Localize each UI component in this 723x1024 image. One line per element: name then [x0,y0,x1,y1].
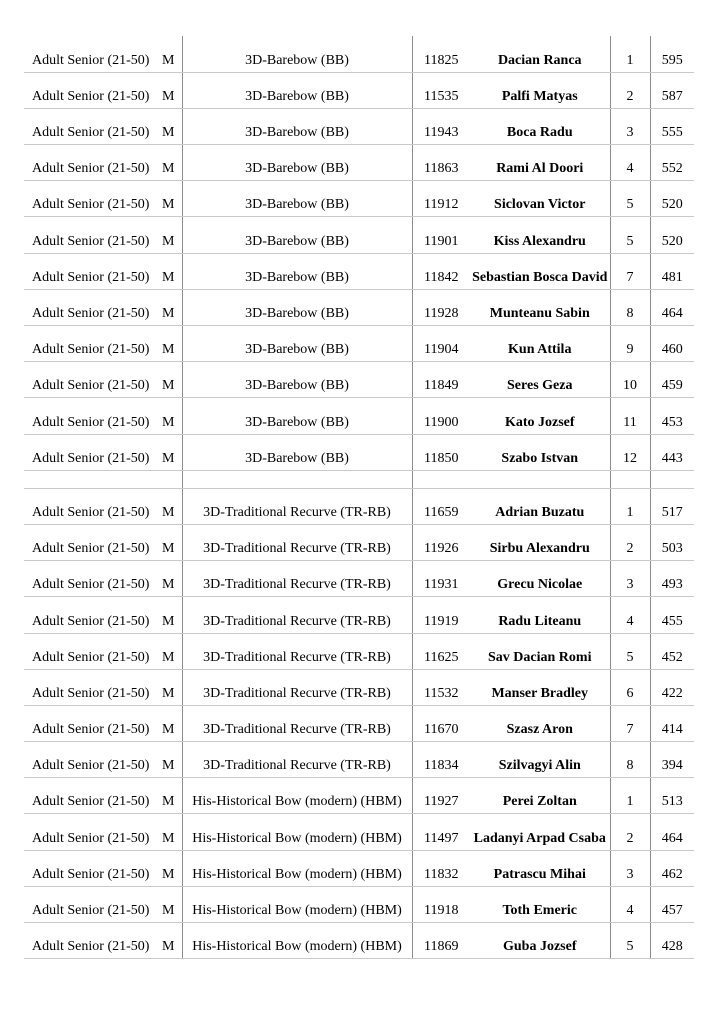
category-cell: Adult Senior (21-50) [24,814,162,850]
division-cell: His-Historical Bow (modern) (HBM) [182,778,412,814]
gender-cell: M [162,326,182,362]
table-row [24,814,694,850]
table-row [24,36,694,72]
category-cell: Adult Senior (21-50) [24,850,162,886]
table-row [24,850,694,886]
rank-cell: 3 [610,850,650,886]
division-cell: His-Historical Bow (modern) (HBM) [182,923,412,959]
gender-cell: M [162,814,182,850]
spacer-cell [610,470,650,488]
athlete-id-cell: 11850 [412,434,470,470]
category-cell: Adult Senior (21-50) [24,434,162,470]
category-cell: Adult Senior (21-50) [24,886,162,922]
athlete-id-cell: 11849 [412,362,470,398]
category-cell: Adult Senior (21-50) [24,253,162,289]
athlete-name-cell: Sav Dacian Romi [470,633,610,669]
gender-cell: M [162,398,182,434]
athlete-name-cell: Guba Jozsef [470,923,610,959]
rank-cell: 7 [610,705,650,741]
category-cell: Adult Senior (21-50) [24,362,162,398]
rank-cell: 6 [610,669,650,705]
score-cell: 464 [650,814,694,850]
category-cell: Adult Senior (21-50) [24,488,162,524]
category-cell: Adult Senior (21-50) [24,289,162,325]
rank-cell: 5 [610,181,650,217]
athlete-name-cell: Palfi Matyas [470,72,610,108]
athlete-id-cell: 11926 [412,524,470,560]
athlete-id-cell: 11670 [412,705,470,741]
division-cell: 3D-Barebow (BB) [182,145,412,181]
athlete-name-cell: Kiss Alexandru [470,217,610,253]
gender-cell: M [162,597,182,633]
gender-cell: M [162,742,182,778]
athlete-name-cell: Sirbu Alexandru [470,524,610,560]
athlete-id-cell: 11901 [412,217,470,253]
score-cell: 428 [650,923,694,959]
spacer-cell [650,470,694,488]
gender-cell: M [162,778,182,814]
division-cell: 3D-Traditional Recurve (TR-RB) [182,488,412,524]
table-row [24,217,694,253]
results-table [24,36,694,959]
table-row [24,597,694,633]
rank-cell: 10 [610,362,650,398]
results-body [24,36,694,959]
gender-cell: M [162,524,182,560]
category-cell: Adult Senior (21-50) [24,108,162,144]
athlete-name-cell: Perei Zoltan [470,778,610,814]
table-row [24,434,694,470]
athlete-id-cell: 11869 [412,923,470,959]
gender-cell: M [162,434,182,470]
athlete-name-cell: Kun Attila [470,326,610,362]
gender-cell: M [162,669,182,705]
rank-cell: 4 [610,886,650,922]
rank-cell: 5 [610,217,650,253]
table-row [24,561,694,597]
table-row [24,398,694,434]
table-row [24,108,694,144]
athlete-name-cell: Dacian Ranca [470,36,610,72]
division-cell: 3D-Barebow (BB) [182,398,412,434]
spacer-cell [182,470,412,488]
division-cell: 3D-Barebow (BB) [182,36,412,72]
gender-cell: M [162,36,182,72]
category-cell: Adult Senior (21-50) [24,705,162,741]
division-cell: 3D-Traditional Recurve (TR-RB) [182,597,412,633]
athlete-name-cell: Szilvagyi Alin [470,742,610,778]
score-cell: 587 [650,72,694,108]
score-cell: 513 [650,778,694,814]
division-cell: His-Historical Bow (modern) (HBM) [182,850,412,886]
spacer-cell [470,470,610,488]
table-row [24,72,694,108]
athlete-id-cell: 11535 [412,72,470,108]
athlete-id-cell: 11928 [412,289,470,325]
athlete-name-cell: Patrascu Mihai [470,850,610,886]
gender-cell: M [162,886,182,922]
table-row [24,705,694,741]
rank-cell: 5 [610,923,650,959]
table-row [24,633,694,669]
score-cell: 555 [650,108,694,144]
rank-cell: 1 [610,488,650,524]
athlete-name-cell: Manser Bradley [470,669,610,705]
category-cell: Adult Senior (21-50) [24,181,162,217]
athlete-id-cell: 11625 [412,633,470,669]
gender-cell: M [162,108,182,144]
division-cell: 3D-Barebow (BB) [182,434,412,470]
rank-cell: 9 [610,326,650,362]
athlete-id-cell: 11863 [412,145,470,181]
table-row [24,742,694,778]
athlete-id-cell: 11904 [412,326,470,362]
category-cell: Adult Senior (21-50) [24,145,162,181]
athlete-name-cell: Szasz Aron [470,705,610,741]
rank-cell: 8 [610,742,650,778]
division-cell: 3D-Barebow (BB) [182,217,412,253]
table-row [24,778,694,814]
rank-cell: 1 [610,778,650,814]
athlete-id-cell: 11931 [412,561,470,597]
athlete-name-cell: Boca Radu [470,108,610,144]
athlete-id-cell: 11918 [412,886,470,922]
athlete-id-cell: 11912 [412,181,470,217]
rank-cell: 4 [610,597,650,633]
division-cell: 3D-Traditional Recurve (TR-RB) [182,742,412,778]
gender-cell: M [162,253,182,289]
score-cell: 517 [650,488,694,524]
spacer-cell [24,470,162,488]
score-cell: 443 [650,434,694,470]
table-row [24,181,694,217]
score-cell: 460 [650,326,694,362]
score-cell: 520 [650,217,694,253]
athlete-name-cell: Adrian Buzatu [470,488,610,524]
table-row [24,886,694,922]
category-cell: Adult Senior (21-50) [24,326,162,362]
category-cell: Adult Senior (21-50) [24,72,162,108]
category-cell: Adult Senior (21-50) [24,217,162,253]
athlete-name-cell: Grecu Nicolae [470,561,610,597]
rank-cell: 3 [610,561,650,597]
gender-cell: M [162,488,182,524]
category-cell: Adult Senior (21-50) [24,923,162,959]
division-cell: 3D-Traditional Recurve (TR-RB) [182,561,412,597]
score-cell: 552 [650,145,694,181]
gender-cell: M [162,850,182,886]
rank-cell: 4 [610,145,650,181]
athlete-id-cell: 11927 [412,778,470,814]
athlete-id-cell: 11842 [412,253,470,289]
athlete-name-cell: Ladanyi Arpad Csaba [470,814,610,850]
category-cell: Adult Senior (21-50) [24,669,162,705]
score-cell: 464 [650,289,694,325]
athlete-id-cell: 11825 [412,36,470,72]
score-cell: 452 [650,633,694,669]
athlete-name-cell: Rami Al Doori [470,145,610,181]
score-cell: 414 [650,705,694,741]
table-row [24,145,694,181]
score-cell: 462 [650,850,694,886]
category-cell: Adult Senior (21-50) [24,778,162,814]
athlete-name-cell: Radu Liteanu [470,597,610,633]
category-cell: Adult Senior (21-50) [24,561,162,597]
score-cell: 503 [650,524,694,560]
division-cell: 3D-Barebow (BB) [182,362,412,398]
table-row [24,362,694,398]
table-row [24,524,694,560]
athlete-id-cell: 11900 [412,398,470,434]
division-cell: His-Historical Bow (modern) (HBM) [182,814,412,850]
division-cell: 3D-Traditional Recurve (TR-RB) [182,524,412,560]
rank-cell: 2 [610,524,650,560]
division-cell: 3D-Barebow (BB) [182,253,412,289]
division-cell: 3D-Traditional Recurve (TR-RB) [182,705,412,741]
division-cell: 3D-Traditional Recurve (TR-RB) [182,633,412,669]
section-spacer-row [24,470,694,488]
table-row [24,253,694,289]
gender-cell: M [162,633,182,669]
rank-cell: 8 [610,289,650,325]
rank-cell: 1 [610,36,650,72]
spacer-cell [162,470,182,488]
athlete-id-cell: 11943 [412,108,470,144]
athlete-id-cell: 11497 [412,814,470,850]
table-row [24,326,694,362]
division-cell: 3D-Barebow (BB) [182,181,412,217]
division-cell: 3D-Barebow (BB) [182,108,412,144]
table-row [24,923,694,959]
gender-cell: M [162,217,182,253]
category-cell: Adult Senior (21-50) [24,742,162,778]
gender-cell: M [162,705,182,741]
gender-cell: M [162,145,182,181]
score-cell: 520 [650,181,694,217]
table-row [24,488,694,524]
score-cell: 422 [650,669,694,705]
score-cell: 394 [650,742,694,778]
athlete-name-cell: Toth Emeric [470,886,610,922]
score-cell: 453 [650,398,694,434]
category-cell: Adult Senior (21-50) [24,633,162,669]
athlete-id-cell: 11832 [412,850,470,886]
gender-cell: M [162,181,182,217]
score-cell: 481 [650,253,694,289]
division-cell: 3D-Barebow (BB) [182,289,412,325]
division-cell: His-Historical Bow (modern) (HBM) [182,886,412,922]
division-cell: 3D-Traditional Recurve (TR-RB) [182,669,412,705]
gender-cell: M [162,72,182,108]
category-cell: Adult Senior (21-50) [24,398,162,434]
division-cell: 3D-Barebow (BB) [182,326,412,362]
category-cell: Adult Senior (21-50) [24,597,162,633]
gender-cell: M [162,289,182,325]
category-cell: Adult Senior (21-50) [24,36,162,72]
rank-cell: 7 [610,253,650,289]
table-row [24,669,694,705]
athlete-id-cell: 11659 [412,488,470,524]
athlete-name-cell: Siclovan Victor [470,181,610,217]
rank-cell: 2 [610,72,650,108]
rank-cell: 11 [610,398,650,434]
athlete-name-cell: Kato Jozsef [470,398,610,434]
gender-cell: M [162,923,182,959]
spacer-cell [412,470,470,488]
athlete-id-cell: 11532 [412,669,470,705]
rank-cell: 5 [610,633,650,669]
athlete-name-cell: Sebastian Bosca David [470,253,610,289]
athlete-name-cell: Munteanu Sabin [470,289,610,325]
rank-cell: 3 [610,108,650,144]
score-cell: 457 [650,886,694,922]
athlete-id-cell: 11834 [412,742,470,778]
gender-cell: M [162,362,182,398]
rank-cell: 12 [610,434,650,470]
athlete-name-cell: Szabo Istvan [470,434,610,470]
rank-cell: 2 [610,814,650,850]
division-cell: 3D-Barebow (BB) [182,72,412,108]
gender-cell: M [162,561,182,597]
category-cell: Adult Senior (21-50) [24,524,162,560]
table-row [24,289,694,325]
score-cell: 595 [650,36,694,72]
athlete-name-cell: Seres Geza [470,362,610,398]
score-cell: 459 [650,362,694,398]
athlete-id-cell: 11919 [412,597,470,633]
score-cell: 493 [650,561,694,597]
score-cell: 455 [650,597,694,633]
